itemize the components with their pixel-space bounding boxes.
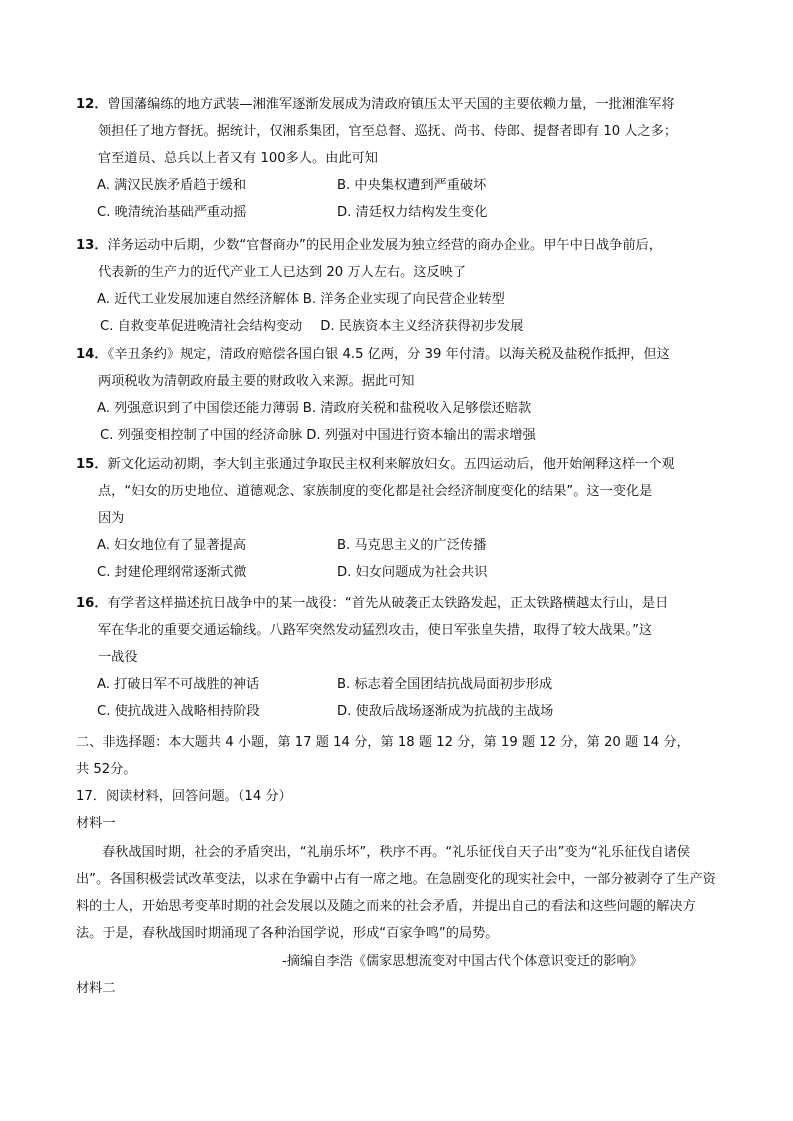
material-1-text-block bbox=[76, 839, 716, 947]
question-text: 领担任了地方督抚。据统计，仅湘系集团，官至总督、巡抚、尚书、侍郎、提督者即有 10 人之多； bbox=[98, 124, 678, 139]
question-text: 曾国藩编练的地方武装—湘淮军逐渐发展成为清政府镇压太平天国的主要依赖力量，一批湘淮军将 bbox=[107, 97, 675, 112]
options-row bbox=[76, 671, 726, 698]
option-b[interactable]: B. 中央集权遭到严重破坏 bbox=[337, 178, 487, 193]
question-text: 代表新的生产力的近代产业工人已达到 20 万人左右。这反映了 bbox=[98, 265, 467, 280]
question-number: 15． bbox=[76, 457, 108, 472]
option-a[interactable]: A. 近代工业发展加速自然经济解体 bbox=[97, 292, 299, 307]
options-row bbox=[76, 698, 726, 725]
option-b[interactable]: B. 标志着全国团结抗战局面初步形成 bbox=[337, 677, 553, 692]
options-row bbox=[76, 422, 726, 449]
question-number: 12． bbox=[76, 97, 108, 112]
question-text: 点，“妇女的历史地位、道德观念、家族制度的变化都是社会经济制度变化的结果”。这一变化是 bbox=[98, 484, 653, 499]
section-heading-cont: 共 52分。 bbox=[76, 762, 137, 777]
question-text: 《辛丑条约》规定，清政府赔偿各国白银 4.5 亿两，分 39 年付清。以海关税及盐税作抵押，但这 bbox=[107, 347, 670, 362]
option-d[interactable]: D. 民族资本主义经济获得初步发展 bbox=[320, 319, 524, 334]
options-row bbox=[76, 395, 726, 422]
option-c[interactable]: C. 晚清统治基础严重动摇 bbox=[97, 205, 247, 220]
option-d[interactable]: D. 清廷权力结构发生变化 bbox=[337, 205, 488, 220]
options-row bbox=[76, 199, 726, 226]
option-a[interactable]: A. 列强意识到了中国偿还能力薄弱 bbox=[97, 401, 299, 416]
question-17-title: 17．阅读材料，回答问题。（14 分） bbox=[76, 789, 292, 804]
question-text: 军在华北的重要交通运输线。八路军突然发动猛烈攻击，使日军张皇失措，取得了较大战果。”这 bbox=[98, 623, 653, 638]
option-d[interactable]: D. 使敌后战场逐渐成为抗战的主战场 bbox=[337, 704, 554, 719]
question-16 bbox=[76, 590, 726, 725]
question-number: 16． bbox=[76, 596, 108, 611]
option-a[interactable]: A. 满汉民族矛盾趋于缓和 bbox=[97, 178, 247, 193]
material-1-text: 春秋战国时期，社会的矛盾突出，“礼崩乐坏”，秩序不再。“礼乐征伐自天子出”变为“礼乐征伐自诸侯出”。各国积极尝试改革变法，以求在争霸中占有一席之地。在急剧变化的现实社会中，一部分被剥夺了生产资料的士人，开始思考变革时期的社会发展以及随之而来的社会矛盾，并提出自己的看法和这些问题的解决方法。于是，春秋战国时期涌现了各种治国学说，形成“百家争鸣”的局势。 bbox=[76, 845, 716, 941]
question-text: 新文化运动初期，李大钊主张通过争取民主权利来解放妇女。五四运动后，他开始阐释这样一个观 bbox=[107, 457, 675, 472]
option-b[interactable]: B. 马克思主义的广泛传播 bbox=[337, 538, 487, 553]
option-a[interactable]: A. 打破日军不可战胜的神话 bbox=[97, 677, 260, 692]
section-heading: 二、非选择题：本大题共 4 小题，第 17 题 14 分，第 18 题 12 分，第 19 题 12 分，第 20 题 14 分， bbox=[76, 735, 690, 750]
option-c[interactable]: C. 列强变相控制了中国的经济命脉 bbox=[100, 428, 303, 443]
options-row bbox=[76, 559, 726, 586]
question-text: 官至道员、总兵以上者又有 100多人。由此可知 bbox=[98, 151, 378, 166]
question-text: 一战役 bbox=[98, 650, 138, 665]
question-number: 14． bbox=[76, 347, 108, 362]
question-number: 13． bbox=[76, 238, 108, 253]
question-15 bbox=[76, 451, 726, 586]
material-2-label: 材料二 bbox=[76, 981, 116, 996]
option-c[interactable]: C. 使抗战进入战略相持阶段 bbox=[97, 704, 260, 719]
option-d[interactable]: D. 列强对中国进行资本输出的需求增强 bbox=[306, 428, 536, 443]
options-row bbox=[76, 286, 726, 313]
question-text: 因为 bbox=[98, 511, 125, 526]
option-c[interactable]: C. 封建伦理纲常逐渐式微 bbox=[97, 565, 247, 580]
material-1-label: 材料一 bbox=[76, 816, 116, 831]
options-row bbox=[76, 313, 726, 340]
option-d[interactable]: D. 妇女问题成为社会共识 bbox=[337, 565, 488, 580]
options-row bbox=[76, 532, 726, 559]
options-row bbox=[76, 172, 726, 199]
question-12 bbox=[76, 91, 726, 226]
question-text: 两项税收为清朝政府最主要的财政收入来源。据此可知 bbox=[98, 374, 415, 389]
question-13 bbox=[76, 232, 726, 340]
question-14 bbox=[76, 341, 726, 449]
option-c[interactable]: C. 自救变革促进晚清社会结构变动 bbox=[100, 319, 303, 334]
option-a[interactable]: A. 妇女地位有了显著提高 bbox=[97, 538, 247, 553]
option-b[interactable]: B. 清政府关税和盐税收入足够偿还赔款 bbox=[302, 401, 532, 416]
question-text: 有学者这样描述抗日战争中的某一战役：“首先从破袭正太铁路发起，正太铁路横越太行山，是日 bbox=[107, 596, 669, 611]
option-b[interactable]: B. 洋务企业实现了向民营企业转型 bbox=[302, 292, 505, 307]
material-source: -摘编自李浩《儒家思想流变对中国古代个体意识变迁的影响》 bbox=[282, 954, 643, 969]
question-text: 洋务运动中后期，少数“官督商办”的民用企业发展为独立经营的商办企业。甲午中日战争前后， bbox=[107, 238, 662, 253]
